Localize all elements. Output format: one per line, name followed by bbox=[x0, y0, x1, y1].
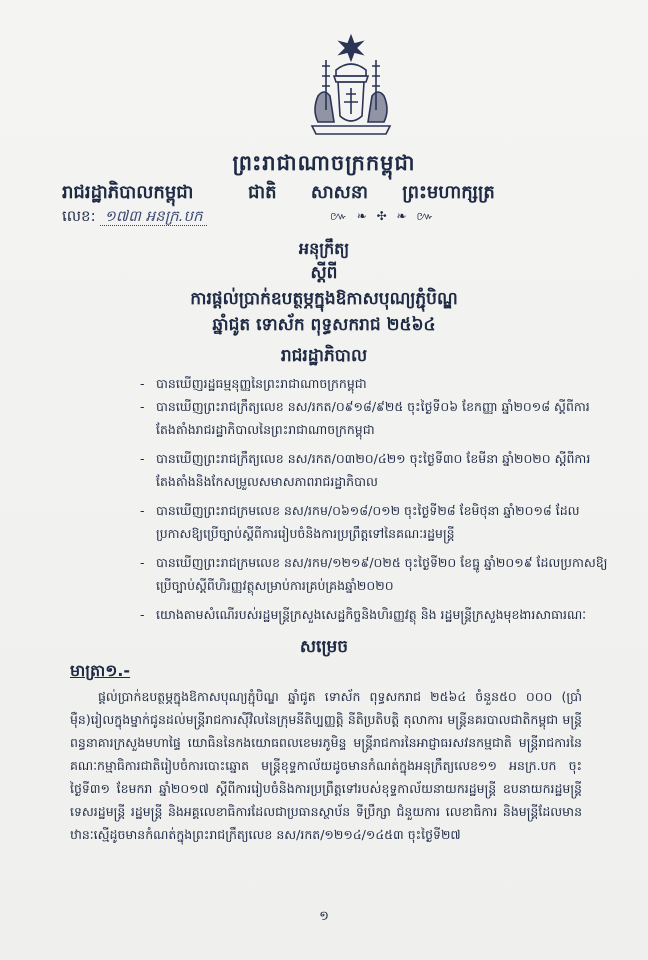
reference-number bbox=[62, 207, 207, 229]
decision-heading: សម្រេច bbox=[299, 637, 349, 657]
reference-value: ១៧៣ អនក្រ.បក bbox=[100, 207, 206, 226]
consideration-item: - បានឃើញព្រះរាជក្រឹត្យលេខ នស/រកត/០៩១៨/៩២៥ ចុះថ្ងៃទី០៦ ខែកញ្ញា ឆ្នាំ២០១៨ ស្តីពីការតែងតាំងរាជរដ្ឋាភិបាលនៃព្រះរាជាណាចក្រកម្ពុជា bbox=[140, 395, 610, 441]
document-type: អនុក្រឹត្យ bbox=[298, 239, 350, 258]
issuer-heading: រាជរដ្ឋាភិបាល bbox=[280, 346, 368, 366]
article-1-text: ផ្តល់ប្រាក់ឧបត្ថម្ភក្នុងឱកាសបុណ្យភ្ជុំបិណ្ឌ ឆ្នាំជូត ទោស័ក ពុទ្ធសករាជ ២៥៦៤ ចំនួន៥០ ០០០ (ប្រាំម៉ឺន)រៀលក្នុងម្នាក់ជូនដល់មន្ត្រីរាជការស៊ីវិលនៃក្រុមនីតិប្បញ្ញត្តិ នីតិប្រតិបត្តិ តុលាការ មន្ត្រីនគរបាលជាតិកម្ពុជា មន្ត្រីពន្ធនាគារក្រសួងមហាផ្ទៃ យោធិននៃកងយោធពលខេមរភូមិន្ទ មន្ត្រីរាជការនៃអាជ្ញាធរសវនកម្មជាតិ មន្ត្រីរាជការនៃគណៈកម្មាធិការជាតិរៀបចំការបោះឆ្នោត មន្ត្រីខុទ្ទកាល័យដូចមានកំណត់ក្នុងអនុក្រឹត្យលេខ១១ អនក្រ.បក ចុះថ្ងៃទី៣១ ខែមករា ឆ្នាំ២០១៧ ស្តីពីការរៀបចំនិងការប្រព្រឹត្តទៅរបស់ខុទ្ទកាល័យនាយករដ្ឋមន្ត្រី ឧបនាយករដ្ឋមន្ត្រី ទេសរដ្ឋមន្ត្រី រដ្ឋមន្ត្រី និងអគ្គលេខាធិការដែលជាប្រធានស្ថាប័ន ទីប្រឹក្សា ជំនួយការ លេខាធិការ និងមន្ត្រីដែលមានឋានៈស្មើដូចមានកំណត់ក្នុងព្រះរាជក្រឹត្យលេខ នស/រកត/១២១៤/១៤៥៣ ចុះថ្ងៃទី២៧ bbox=[70, 689, 582, 842]
consideration-item: - បានឃើញព្រះរាជក្រមលេខ នស/រកម/០៦១៨/០១២ ចុះថ្ងៃទី២៨ ខែមិថុនា ឆ្នាំ២០១៨ ដែលប្រកាសឱ្យប្រើច្បាប់ស្តីពីការរៀបចំនិងការប្រព្រឹត្តទៅនៃគណៈរដ្ឋមន្ត្រី bbox=[140, 499, 610, 545]
government-name: រាជរដ្ឋាភិបាលកម្ពុជា bbox=[62, 182, 194, 203]
kingdom-title: ព្រះរាជាណាចក្រកម្ពុជា bbox=[232, 151, 416, 175]
document-about: ស្ដីពី bbox=[310, 263, 338, 283]
article-1-label: មាត្រា១.- bbox=[70, 661, 131, 680]
page-number: ១ bbox=[319, 909, 329, 924]
considerations-list bbox=[140, 372, 610, 626]
national-motto: ជាតិ សាសនា ព្រះមហាក្សត្រ bbox=[248, 182, 495, 203]
document-year: ឆ្នាំជូត ទោស័ក ពុទ្ធសករាជ ២៥៦៤ bbox=[212, 315, 436, 335]
consideration-item: - បានឃើញព្រះរាជក្រមលេខ នស/រកម/១២១៩/០២៥ ចុះថ្ងៃទី២០ ខែធ្នូ ឆ្នាំ២០១៩ ដែលប្រកាសឱ្យប្រើច្បាប់ស្តីពីហិរញ្ញវត្ថុសម្រាប់ការគ្រប់គ្រងឆ្នាំ២០២០ bbox=[140, 551, 610, 597]
ornament-glyphs: ៚ ❧ ✣ ❧ ៚ bbox=[330, 209, 437, 223]
consideration-item: - បានឃើញព្រះរាជក្រឹត្យលេខ នស/រកត/០៣២០/៤២១ ចុះថ្ងៃទី៣០ ខែមីនា ឆ្នាំ២០២០ ស្តីពីការតែងតាំងនិងកែសម្រួលសមាសភាពរាជរដ្ឋាភិបាល bbox=[140, 447, 610, 493]
reference-label: លេខ: bbox=[62, 207, 96, 225]
consideration-item: - យោងតាមសំណើរបស់រដ្ឋមន្ត្រីក្រសួងសេដ្ឋកិច្ចនិងហិរញ្ញវត្ថុ និង រដ្ឋមន្ត្រីក្រសួងមុខងារសាធារណៈ bbox=[140, 603, 610, 626]
document-subject: ការផ្ដល់ប្រាក់ឧបត្ថម្ភក្នុងឱកាសបុណ្យភ្ជុំបិណ្ឌ bbox=[190, 289, 458, 309]
royal-coat-of-arms-icon bbox=[296, 30, 406, 140]
consideration-item: - បានឃើញរដ្ឋធម្មនុញ្ញនៃព្រះរាជាណាចក្រកម្ពុជា bbox=[140, 372, 610, 395]
